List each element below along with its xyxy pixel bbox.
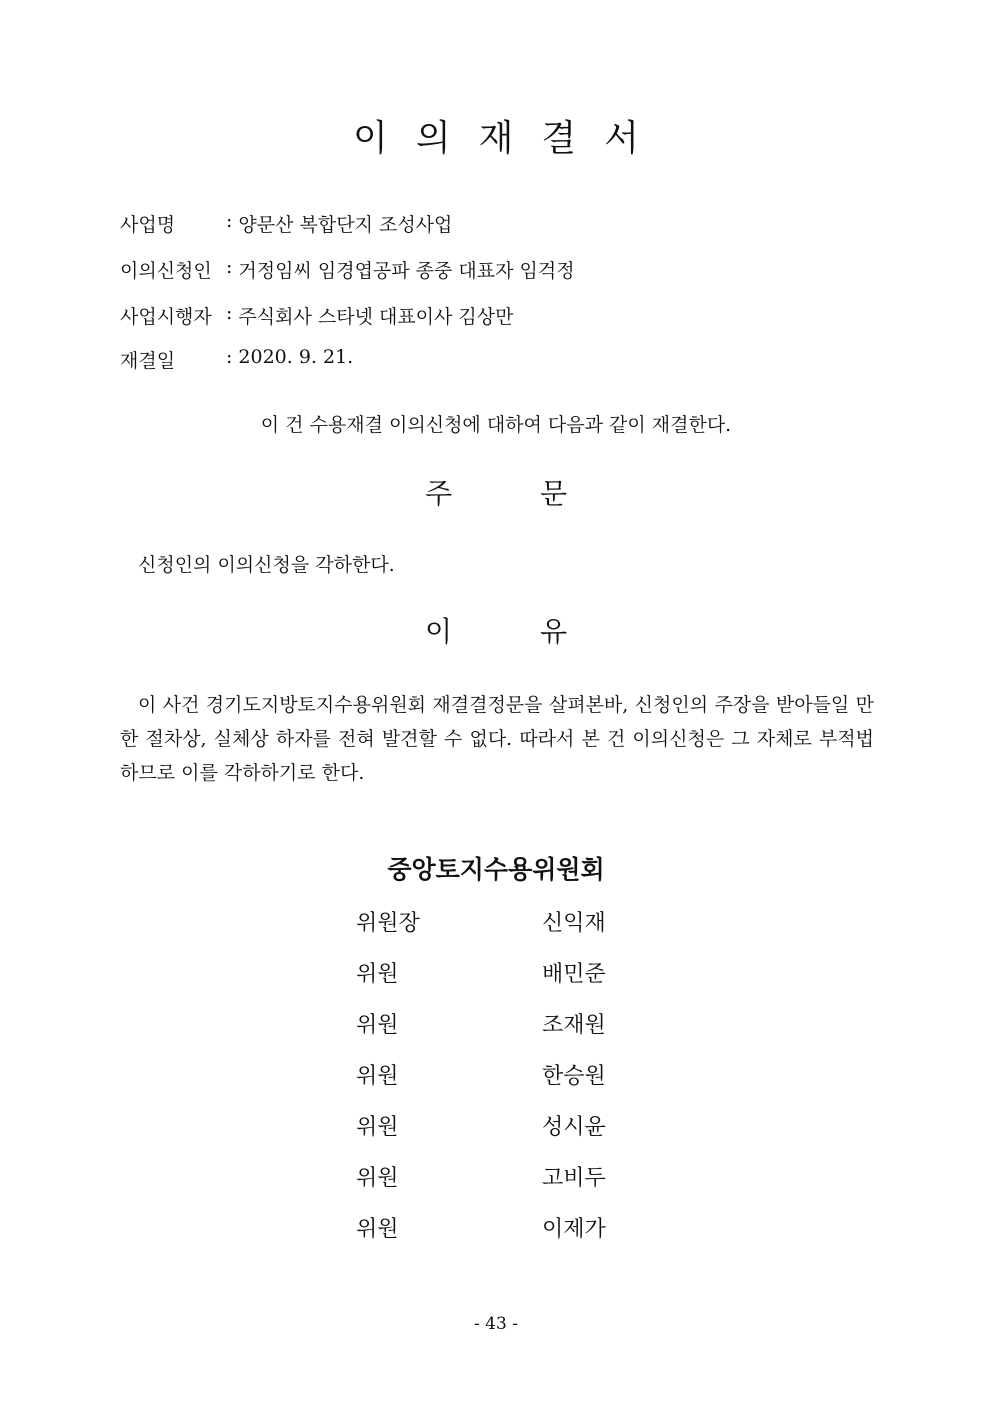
member-title: 위원: [356, 1115, 399, 1140]
reason-text: 이 사건 경기도지방토지수용위원회 재결결정문을 살펴본바, 신청인의 주장을 받아들일 만한 절차상, 실체상 하자를 전혀 발견할 수 없다. 따라서 본 건 이의신청은 그 자체로 부적법하므로 이를 각하하기로 한다.: [120, 694, 874, 784]
member-row: [356, 906, 640, 936]
info-label: 이의신청인: [120, 260, 212, 282]
member-row: [356, 1161, 640, 1191]
info-row-project: [120, 210, 452, 237]
info-colon: :: [226, 210, 233, 232]
reason-heading: 이유: [424, 615, 656, 648]
member-name: 신익재: [542, 911, 606, 936]
member-name: 한승원: [542, 1064, 606, 1089]
member-row: [356, 957, 640, 987]
member-row: [356, 1008, 640, 1038]
member-name: 이제가: [542, 1217, 606, 1242]
member-row: [356, 1110, 640, 1140]
member-name: 배민준: [542, 962, 606, 987]
info-label: 사업명: [120, 214, 176, 236]
member-name: 조재원: [542, 1013, 606, 1038]
info-row-decision-date: [120, 346, 353, 373]
info-colon: :: [226, 302, 233, 324]
member-title: 위원장: [356, 911, 420, 936]
member-row: [356, 1059, 640, 1089]
member-name: 성시윤: [542, 1115, 606, 1140]
info-label: 재결일: [120, 350, 176, 372]
info-row-operator: [120, 302, 513, 329]
intro-statement: 이 건 수용재결 이의신청에 대하여 다음과 같이 재결한다.: [260, 414, 732, 436]
order-text: 신청인의 이의신청을 각하한다.: [138, 554, 395, 576]
member-title: 위원: [356, 1217, 399, 1242]
member-title: 위원: [356, 1166, 399, 1191]
info-value: 2020. 9. 21.: [238, 346, 354, 368]
document-title: 이의재결서: [353, 118, 667, 159]
order-heading: 주문: [424, 477, 656, 510]
member-name: 고비두: [542, 1166, 606, 1191]
info-value: 양문산 복합단지 조성사업: [238, 214, 453, 236]
page-number: - 43 -: [474, 1314, 518, 1334]
member-title: 위원: [356, 1064, 399, 1089]
info-label: 사업시행자: [120, 306, 212, 328]
info-value: 주식회사 스타넷 대표이사 김상만: [238, 306, 514, 328]
committee-name: 중앙토지수용위원회: [387, 855, 605, 884]
info-row-applicant: [120, 256, 575, 283]
info-colon: :: [226, 256, 233, 278]
member-row: [356, 1212, 640, 1242]
info-value: 거정임씨 임경엽공파 종중 대표자 임걱정: [238, 260, 575, 282]
member-title: 위원: [356, 962, 399, 987]
info-colon: :: [226, 346, 233, 368]
member-title: 위원: [356, 1013, 399, 1038]
